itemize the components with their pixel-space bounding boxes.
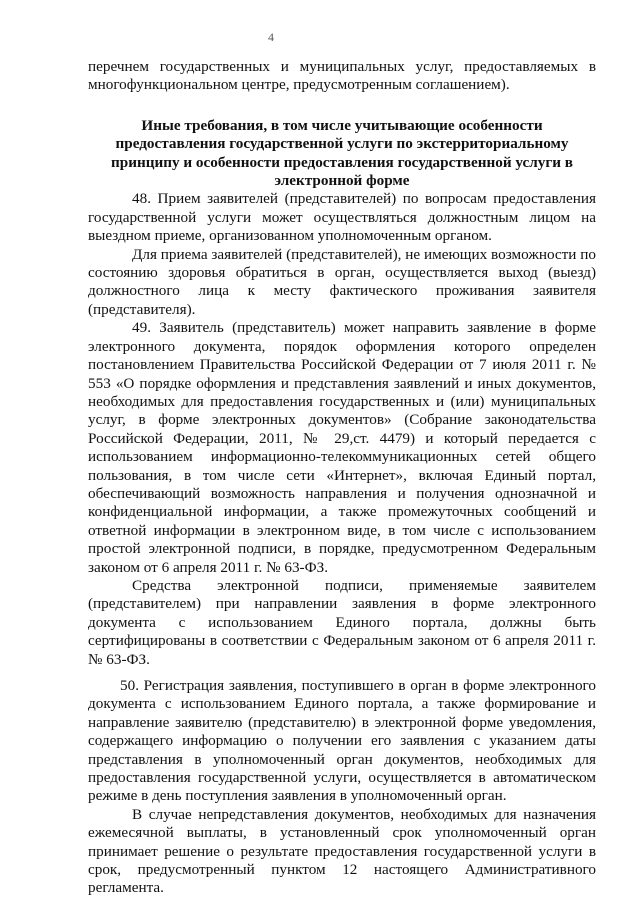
page-number: 4 <box>268 30 274 44</box>
paragraph-48: 48. Прием заявителей (представителей) по вопросам предоставления государственной услуги может осуществляться должностным лицом на выездном приеме, организованном уполномоченным органом. <box>88 190 596 245</box>
document-body <box>88 58 596 898</box>
paragraph-50: 50. Регистрация заявления, поступившего в орган в форме электронного документа с использованием Единого портала, а также формирование и направление заявителю (представителю) в электронной форме уведомления, содержащего информацию о получении его заявления с указанием даты представления в уполномоченный орган документов, необходимых для предоставления государственной услуги, осуществляется в автоматическом режиме в день поступления заявления в уполномоченный орган. <box>88 677 596 805</box>
section-heading: Иные требования, в том числе учитывающие особенности предоставления государственной услуги по экстерриториальному принципу и особенности предоставления государственной услуги в электронной форме <box>111 116 573 190</box>
paragraph-50-continued: В случае непредставления документов, необходимых для назначения ежемесячной выплаты, в установленный срок уполномоченный орган принимает решение о результате предоставления государственной услуги в срок, предусмотренный пунктом 12 настоящего Административного регламента. <box>88 805 596 897</box>
paragraph-49-continued: Средства электронной подписи, применяемые заявителем (представителем) при направлении заявления в форме электронного документа с использованием Единого портала, должны быть сертифицированы в соответствии с Федеральным законом от 6 апреля 2011 г. № 63-ФЗ. <box>88 576 596 668</box>
paragraph-48-continued: Для приема заявителей (представителей), не имеющих возможности по состоянию здоровья обратиться в орган, осуществляется выход (выезд) должностного лица к месту фактического проживания заявителя (представителя). <box>88 245 596 318</box>
paragraph-49: 49. Заявитель (представитель) может направить заявление в форме электронного документа, порядок оформления которого определен постановлением Правительства Российской Федерации от 7 июля 2011 г. № 553 «О порядке оформления и представления заявлений и иных документов, необходимых для предоставления государственных и (или) муниципальных услуг, в форме электронных документов» (Собрание законодательства Российской Федерации, 2011, № 29,ст. 4479) и который передается с использованием информационно-телекоммуникационных сетей общего пользования, в том числе сети «Интернет», включая Единый портал, обеспечивающий возможность направления и получения однозначной и конфиденциальной информации, а также промежуточных сообщений и ответной информации в электронном виде, в том числе с использованием простой электронной подписи, в порядке, предусмотренном Федеральным законом от 6 апреля 2011 г. № 63-ФЗ. <box>88 319 596 576</box>
paragraph-continuation: перечнем государственных и муниципальных услуг, предоставляемых в многофункциональном центре, предусмотренным соглашением). <box>88 58 596 94</box>
